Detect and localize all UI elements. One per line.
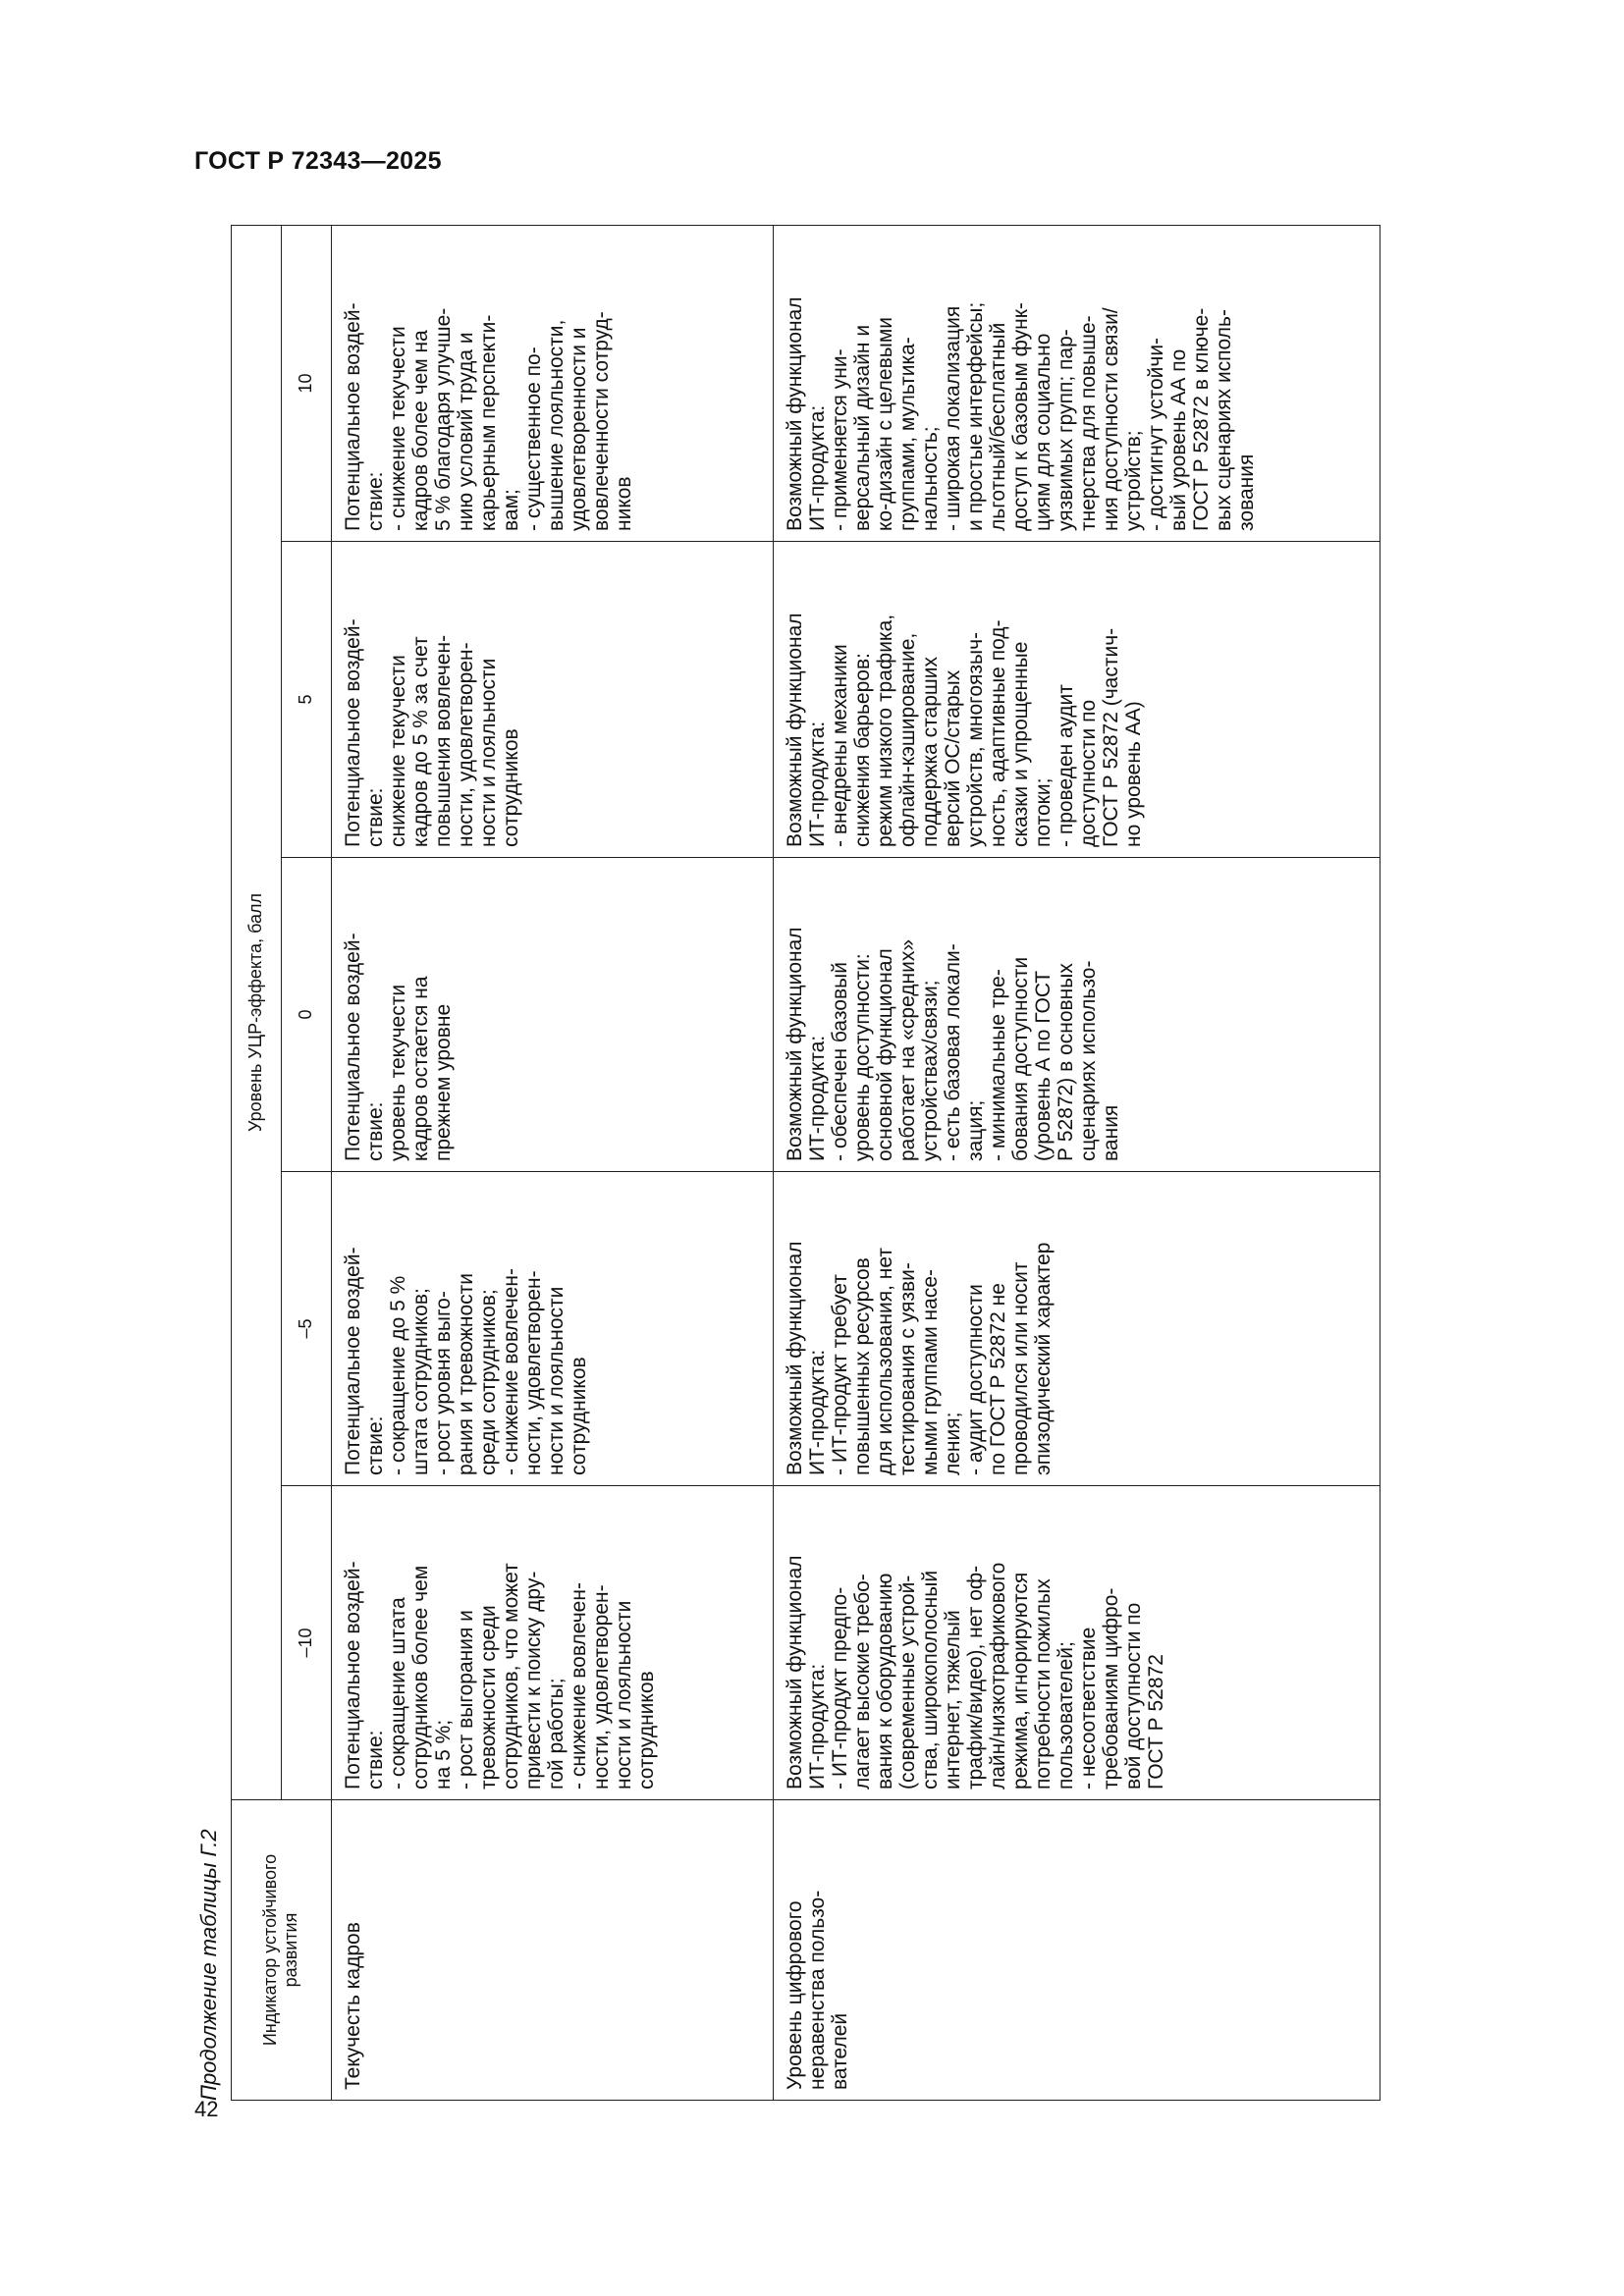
table-cell: Потенциальное воздей- ствие: - сокращение до 5 % штата сотрудников; - рост уровня выго- рания и тревожности среди сотрудников; - снижение вовлечен- ности, удовлетворен- ности и лояльности сотрудников: [331, 1172, 774, 1486]
table-cell: Потенциальное воздей- ствие: снижение текучести кадров до 5 % за счет повышения вовлечен- ности, удовлетворен- ности и лояльности сотрудников: [331, 542, 774, 858]
header-level-5: 5: [281, 542, 331, 858]
header-level-0: 0: [281, 858, 331, 1172]
table-cell: Потенциальное воздей- ствие: - сокращение штата сотрудников более чем на 5 %; - рост выгорания и тревожности среди сотрудников, что может привести к поиску дру- гой работы; - снижение вовлечен- ности, удовлетворен- ности и лояльности сотрудников: [331, 1486, 774, 1800]
document-number: ГОСТ Р 72343—2025: [194, 147, 442, 175]
table-row: [331, 225, 774, 2100]
rotated-table-block: [188, 226, 1380, 2101]
header-level-minus-5: –5: [281, 1172, 331, 1486]
assessment-table: [231, 225, 1380, 2101]
header-level-minus-10: –10: [281, 1486, 331, 1800]
page-number: 42: [194, 2097, 219, 2121]
table-row: [774, 225, 1380, 2100]
table-cell: Возможный функционал ИТ-продукта: - обеспечен базовый уровень доступности: основной функционал работает на «средних» устройствах/связи; - есть базовая локали- зация; - минимальные тре- бования доступности (уровень А по ГОСТ Р 52872) в основных сценариях использо- вания: [774, 858, 1380, 1172]
header-level-10: 10: [281, 225, 331, 541]
header-effect-level: Уровень УЦР-эффекта, балл: [232, 225, 282, 1799]
table-cell: Возможный функционал ИТ-продукта: - ИТ-продукт предпо- лагает высокие требо- вания к оборудованию (современные устрой- ства, широкополосный интернет, тяжелый трафик/видео), нет оф- лайн/низкотрафикового режима, игнорируются потребности пожилых пользователей; - несоответствие требованиям цифро- вой доступности по ГОСТ Р 52872: [774, 1486, 1380, 1800]
table-cell: Потенциальное воздей- ствие: уровень текучести кадров остается на прежнем уровне: [331, 858, 774, 1172]
table-cell: Возможный функционал ИТ-продукта: - применяется уни- версальный дизайн и ко-дизайн с целевыми группами, мультика- нальность; - широкая локализация и простые интерфейсы; льготный/бесплатный доступ к базовым функ- циям для социально уязвимых групп; пар- тнерства для повыше- ния доступности связи/ устройств; - достигнут устойчи- вый уровень АА по ГОСТ Р 52872 в ключе- вых сценариях исполь- зования: [774, 225, 1380, 541]
table-cell: Возможный функционал ИТ-продукта: - внедрены механики снижения барьеров: режим низкого трафика, офлайн-кэширование, поддержка старших версий ОС/старых устройств, многоязыч- ность, адаптивные под- сказки и упрощенные потоки; - проведен аудит доступности по ГОСТ Р 52872 (частич- но уровень АА): [774, 542, 1380, 858]
indicator-cell: Текучесть кадров: [331, 1800, 774, 2101]
indicator-cell: Уровень цифрового неравенства пользо- вателей: [774, 1800, 1380, 2101]
table-cell: Потенциальное воздей- ствие: - снижение текучести кадров более чем на 5 % благодаря улучше- нию условий труда и карьерным перспекти- вам; - существенное по- вышение лояльности, удовлетворенности и вовлеченности сотруд- ников: [331, 225, 774, 541]
header-indicator: Индикатор устойчивого развития: [232, 1800, 332, 2101]
table-cell: Возможный функционал ИТ-продукта: - ИТ-продукт требует повышенных ресурсов для использования, нет тестирования с уязви- мыми группами насе- ления; - аудит доступности по ГОСТ Р 52872 не проводился или носит эпизодический характер: [774, 1172, 1380, 1486]
table-caption: Продолжение таблицы Г.2: [196, 1829, 221, 2101]
